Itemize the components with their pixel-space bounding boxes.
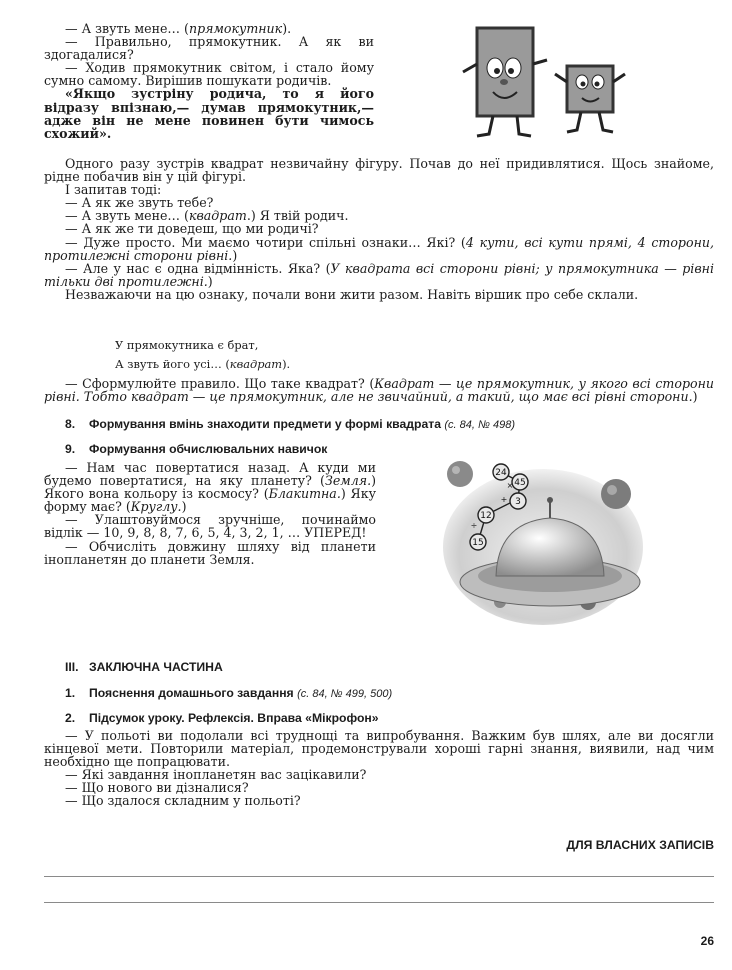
- intro-line-4: «Якщо зустріну родича, то я його відразу впізнаю,— думав прямокутник,— адже він не мене повинен бути чимось схожий».: [44, 86, 374, 141]
- item-1-heading: 1. Пояснення домашнього завдання (с. 84, № 499, 500): [65, 686, 393, 700]
- story-paragraph: — А як же ти доведеш, що ми родичі?: [65, 221, 319, 237]
- notes-line: [44, 876, 714, 877]
- reflection-question: — Що здалося складним у польоті?: [65, 793, 301, 809]
- poem-line-1: У прямокутника є брат,: [115, 338, 259, 352]
- story-paragraph: — Але у нас є одна відмінність. Яка? (У квадрата всі сторони рівні; у прямокутника — рівні тільки дві протилежні.): [44, 260, 714, 289]
- part-3-heading: III. ЗАКЛЮЧНА ЧАСТИНА: [65, 660, 223, 674]
- ufo-operator: ÷: [470, 521, 478, 530]
- closing-text: [44, 729, 714, 808]
- intro-line-3: — Ходив прямокутник світом, і стало йому сумно самому. Вирішив пошукати родичів.: [44, 60, 374, 89]
- poem-line-2: А звуть його усі… (квадрат).: [115, 357, 291, 371]
- story-paragraph: І запитав тоді:: [65, 182, 162, 198]
- story-paragraph: Незважаючи на цю ознаку, почали вони жити разом. Навіть віршик про себе склали.: [65, 286, 639, 302]
- closing-paragraph: — У польоті ви подолали всі труднощі та випробування. Важким був шлях, але ви досягли кінцевої мети. Повторили матеріал, продемонстрували хороші гарні знання, виявили, над чим необхідно ще попрацювати.: [44, 728, 714, 770]
- notes-label: ДЛЯ ВЛАСНИХ ЗАПИСІВ: [566, 838, 714, 852]
- story-paragraph: — Дуже просто. Ми маємо чотири спільні ознаки… Які? (4 кути, всі кути прямі, 4 сторони, протилежні сторони рівні.): [44, 234, 714, 263]
- ufo-operator: +: [500, 495, 508, 504]
- space-question: — Нам час повертатися назад. А куди ми будемо повертатися, на яку планету? (Земля.) Якого вона кольору із космосу? (Блакитна.) Яку форму має? (Круглу.): [44, 460, 376, 515]
- intro-line-1: — А звуть мене… (прямокутник).: [65, 21, 292, 36]
- ufo-operator: ×: [506, 481, 514, 490]
- intro-line-2: — Правильно, прямокутник. А як ви здогадалися?: [44, 34, 374, 63]
- rule-paragraph: — Сформулюйте правило. Що таке квадрат? (Квадрат — це прямокутник, у якого всі сторони рівні. Тобто квадрат — це прямокутник, але не звичайний, а такий, що має всі рівні сторони.): [44, 376, 714, 405]
- story-paragraph: — А звуть мене… (квадрат.) Я твій родич.: [65, 208, 349, 224]
- ufo-space-illustration: [438, 452, 648, 627]
- ufo-number: 3: [515, 497, 521, 507]
- intro-dialogue: [44, 22, 374, 140]
- story-paragraph: — А як же звуть тебе?: [65, 195, 214, 211]
- page-number: 26: [700, 934, 714, 948]
- story-text: [44, 157, 714, 301]
- ufo-number: 24: [495, 468, 507, 478]
- space-dialogue: [44, 461, 376, 566]
- ufo-number: 15: [472, 538, 484, 548]
- section-8-heading: 8. Формування вмінь знаходити предмети у формі квадрата (с. 84, № 498): [65, 417, 515, 431]
- rectangle-square-characters-illustration: [455, 22, 635, 147]
- story-paragraph: Одного разу зустрів квадрат незвичайну фігуру. Почав до неї придивлятися. Щось знайоме, рідне побачив він у цій фігурі.: [44, 156, 714, 185]
- ufo-number: 12: [480, 511, 492, 521]
- ufo-number: 45: [514, 478, 526, 488]
- item-2-heading: 2. Підсумок уроку. Рефлексія. Вправа «Мікрофон»: [65, 711, 379, 725]
- countdown-text: — Улаштовуймося зручніше, починаймо відлік — 10, 9, 8, 8, 7, 6, 5, 4, 3, 2, 1, … УПЕРЕД!: [44, 512, 376, 541]
- reflection-question: — Що нового ви дізналися?: [65, 780, 249, 796]
- section-9-heading: 9. Формування обчислювальних навичок: [65, 442, 328, 456]
- poem: [115, 336, 290, 374]
- calc-task: — Обчисліть довжину шляху від планети інопланетян до планети Земля.: [44, 538, 376, 567]
- notes-line: [44, 902, 714, 903]
- reflection-question: — Які завдання інопланетян вас зацікавили?: [65, 767, 367, 783]
